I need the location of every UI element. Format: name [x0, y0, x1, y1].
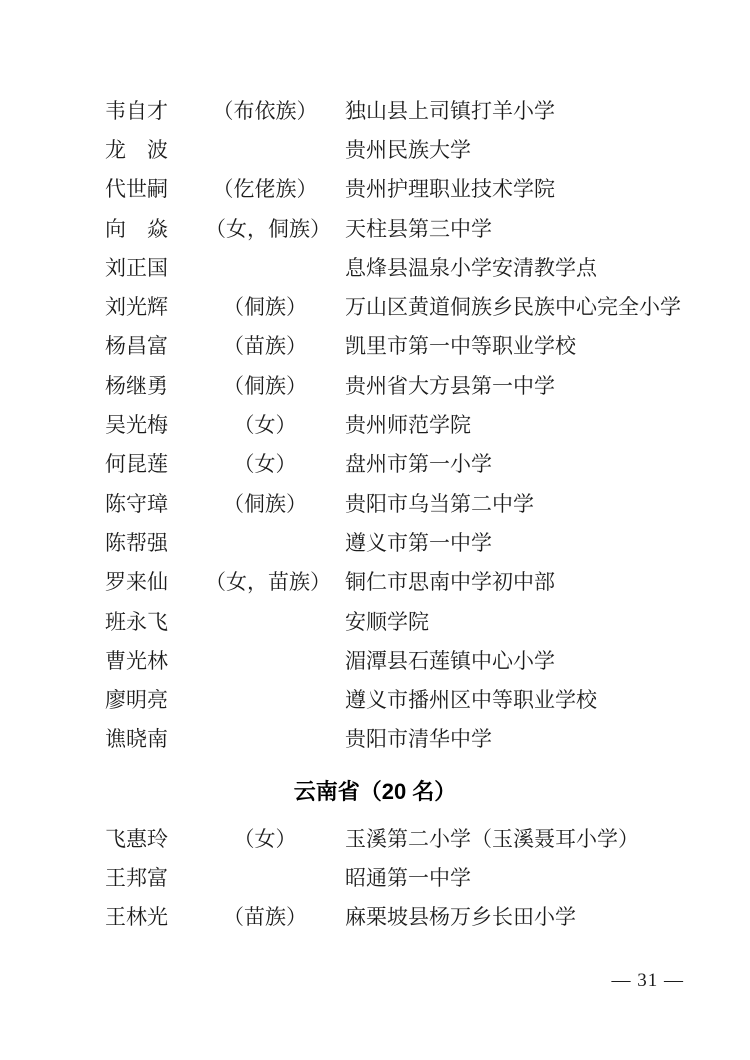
roster-row — [105, 286, 680, 325]
roster-row — [105, 404, 680, 443]
institution-name: 万山区黄道侗族乡民族中心完全小学 — [345, 295, 681, 320]
roster-row — [105, 444, 680, 483]
person-name: 代世嗣 — [105, 177, 168, 202]
gender-ethnicity-label: （侗族） — [223, 491, 307, 516]
institution-name: 安顺学院 — [345, 609, 429, 634]
gender-ethnicity-label: （仡佬族） — [212, 177, 318, 202]
person-name: 何昆莲 — [105, 452, 168, 477]
roster-row — [105, 522, 680, 561]
roster-row — [105, 169, 680, 208]
person-name: 王邦富 — [105, 865, 168, 890]
gender-ethnicity-label: （女，侗族） — [205, 216, 331, 241]
gender-ethnicity-label: （苗族） — [223, 334, 307, 359]
institution-name: 贵州省大方县第一中学 — [345, 373, 555, 398]
roster-row — [105, 562, 680, 601]
person-name: 杨继勇 — [105, 373, 168, 398]
page-number: — 31 — — [611, 970, 684, 991]
roster-row — [105, 365, 680, 404]
gender-ethnicity-label: （女） — [233, 826, 297, 851]
person-name: 韦自才 — [105, 98, 168, 123]
gender-ethnicity-label: （侗族） — [223, 295, 307, 320]
institution-name: 昭通第一中学 — [345, 865, 471, 890]
roster-row — [105, 601, 680, 640]
roster-row — [105, 857, 680, 896]
institution-name: 遵义市播州区中等职业学校 — [345, 688, 597, 713]
roster-row — [105, 208, 680, 247]
person-name: 刘正国 — [105, 255, 168, 280]
roster-list-yunnan — [105, 818, 680, 936]
institution-name: 麻栗坡县杨万乡长田小学 — [345, 905, 576, 930]
roster-row — [105, 640, 680, 679]
institution-name: 贵州民族大学 — [345, 137, 471, 162]
roster-row — [105, 90, 680, 129]
gender-ethnicity-label: （苗族） — [223, 905, 307, 930]
person-name: 王林光 — [105, 905, 168, 930]
institution-name: 贵州护理职业技术学院 — [345, 177, 555, 202]
institution-name: 独山县上司镇打羊小学 — [345, 98, 555, 123]
institution-name: 铜仁市思南中学初中部 — [345, 570, 555, 595]
roster-row — [105, 679, 680, 718]
person-name: 刘光辉 — [105, 295, 168, 320]
roster-row — [105, 483, 680, 522]
institution-name: 盘州市第一小学 — [345, 452, 492, 477]
person-name: 陈守璋 — [105, 491, 168, 516]
roster-row — [105, 129, 680, 168]
person-name: 吴光梅 — [105, 413, 168, 438]
institution-name: 凯里市第一中等职业学校 — [345, 334, 576, 359]
person-name: 飞惠玲 — [105, 826, 168, 851]
person-name: 陈帮强 — [105, 530, 168, 555]
institution-name: 贵阳市乌当第二中学 — [345, 491, 534, 516]
institution-name: 天柱县第三中学 — [345, 216, 492, 241]
person-name: 杨昌富 — [105, 334, 168, 359]
institution-name: 贵州师范学院 — [345, 413, 471, 438]
gender-ethnicity-label: （女） — [233, 452, 297, 477]
roster-row — [105, 818, 680, 857]
roster-list-continued — [105, 90, 680, 758]
gender-ethnicity-label: （侗族） — [223, 373, 307, 398]
roster-row — [105, 247, 680, 286]
roster-row — [105, 326, 680, 365]
person-name: 廖明亮 — [105, 688, 168, 713]
institution-name: 息烽县温泉小学安清教学点 — [345, 255, 597, 280]
institution-name: 遵义市第一中学 — [345, 530, 492, 555]
institution-name: 贵阳市清华中学 — [345, 727, 492, 752]
person-name: 向 焱 — [105, 216, 168, 241]
person-name: 班永飞 — [105, 609, 168, 634]
person-name: 罗来仙 — [105, 570, 168, 595]
institution-name: 玉溪第二小学（玉溪聂耳小学） — [345, 826, 639, 851]
section-header-yunnan: 云南省（20 名） — [293, 779, 457, 804]
gender-ethnicity-label: （布依族） — [212, 98, 318, 123]
roster-row — [105, 719, 680, 758]
person-name: 谯晓南 — [105, 727, 168, 752]
roster-row — [105, 897, 680, 936]
gender-ethnicity-label: （女） — [233, 413, 297, 438]
person-name: 曹光林 — [105, 648, 168, 673]
institution-name: 湄潭县石莲镇中心小学 — [345, 648, 555, 673]
person-name: 龙 波 — [105, 137, 168, 162]
gender-ethnicity-label: （女，苗族） — [205, 570, 331, 595]
